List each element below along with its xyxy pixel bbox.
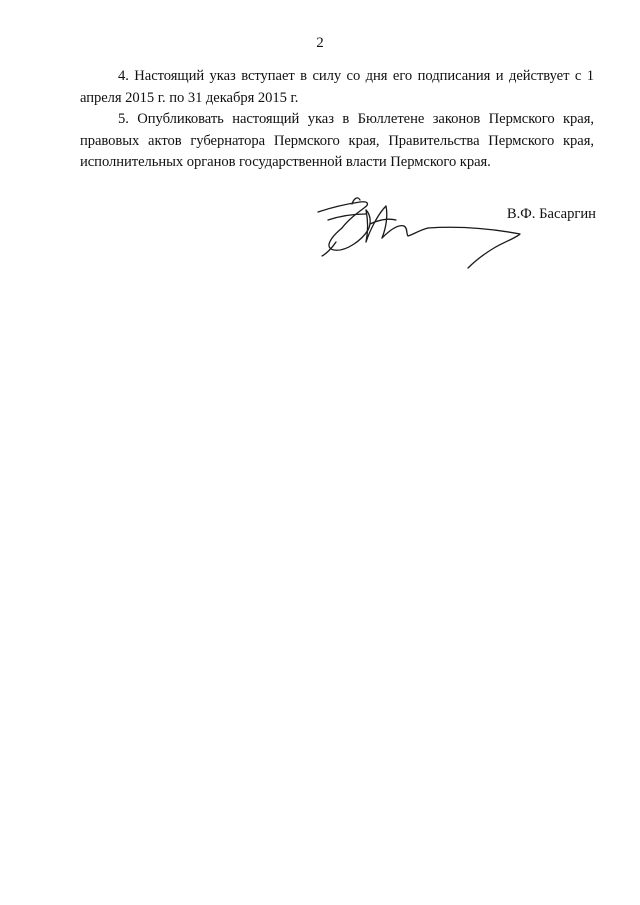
handwritten-signature — [308, 190, 528, 272]
signer-name: В.Ф. Басаргин — [506, 206, 596, 222]
document-body — [80, 66, 594, 174]
paragraph-5: 5. Опубликовать настоящий указ в Бюллетене законов Пермского края, правовых актов губернатора Пермского края, Правительства Пермского края, исполнительных органов государственной власти Пермского края. — [80, 111, 594, 170]
page-number: 2 — [316, 35, 324, 51]
signature-block — [300, 190, 600, 280]
paragraph-4: 4. Настоящий указ вступает в силу со дня его подписания и действует с 1 апреля 2015 г. по 31 декабря 2015 г. — [80, 68, 594, 106]
